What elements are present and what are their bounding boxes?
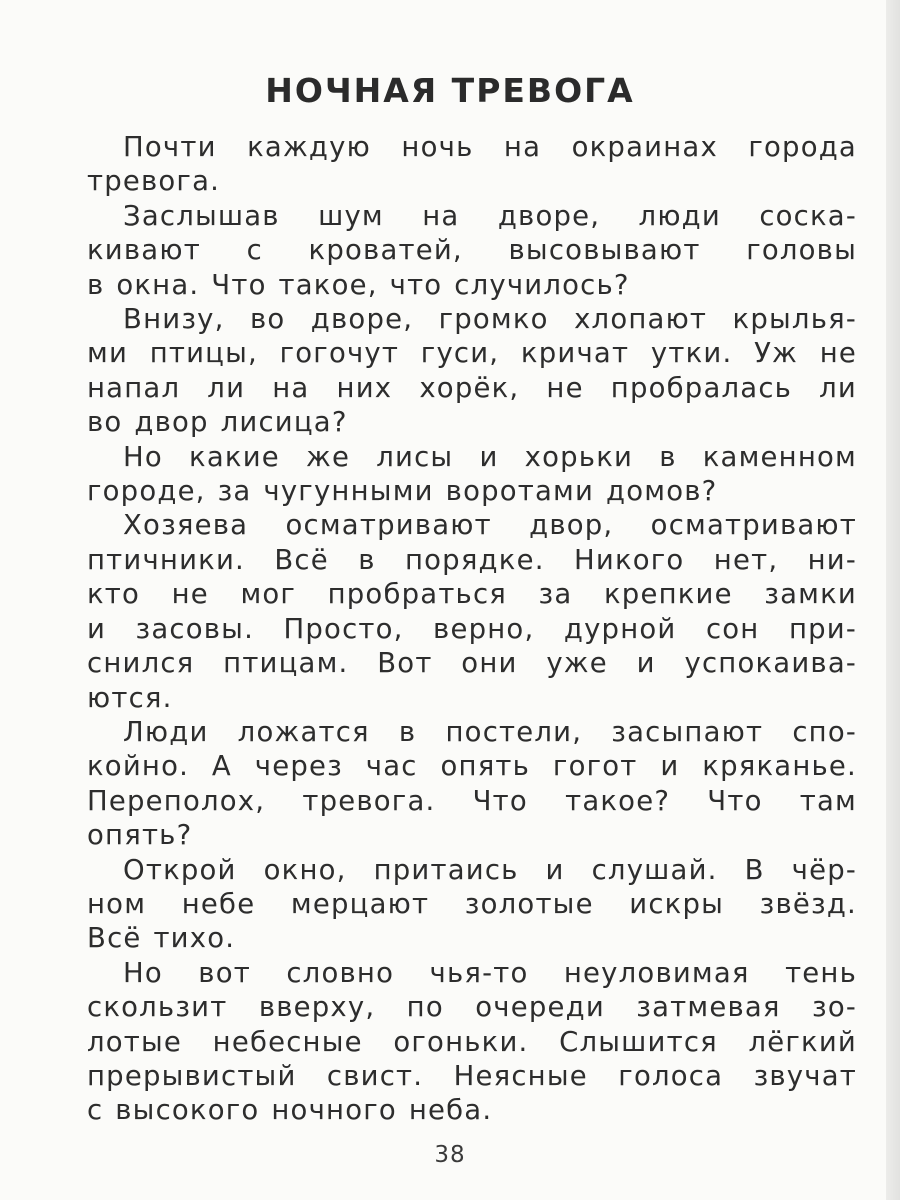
text-line: птичники. Всё в порядке. Никого нет, ни-: [87, 543, 857, 576]
page-edge-shadow: [886, 0, 900, 1200]
text-line: тревога.: [87, 165, 221, 198]
text-line: скользит вверху, по очереди затмевая зо-: [87, 991, 857, 1024]
text-line: ми птицы, гогочут гуси, кричат утки. Уж не: [87, 337, 857, 370]
text-line: во двор лисица?: [87, 406, 348, 439]
text-line: Хозяева осматривают двор, осматривают: [123, 509, 857, 542]
text-line: прерывистый свист. Неясные голоса звучат: [87, 1059, 857, 1092]
text-line: напал ли на них хорёк, не пробралась ли: [87, 371, 857, 404]
text-line: койно. А через час опять гогот и кряканье.: [87, 750, 857, 783]
text-line: снился птицам. Вот они уже и успокаива-: [87, 647, 857, 680]
text-line: Переполох, тревога. Что такое? Что там: [87, 784, 857, 817]
text-line: Почти каждую ночь на окраинах города: [123, 131, 857, 163]
text-line: Люди ложатся в постели, засыпают спо-: [123, 715, 857, 748]
text-line: кивают с кроватей, высовывают головы: [87, 234, 857, 267]
page-number: 38: [434, 1142, 466, 1168]
story-text: [87, 130, 857, 1128]
text-line: Всё тихо.: [87, 922, 236, 955]
text-line: кто не мог пробраться за крепкие замки: [87, 578, 857, 611]
text-line: Открой окно, притаись и слушай. В чёр-: [123, 853, 857, 886]
text-line: Внизу, во дворе, громко хлопают крылья-: [123, 303, 857, 336]
text-line: с высокого ночного неба.: [87, 1094, 493, 1127]
text-line: Заслышав шум на дворе, люди соска-: [123, 199, 857, 232]
text-line: городе, за чугунными воротами домов?: [87, 475, 718, 508]
text-line: ном небе мерцают золотые искры звёзд.: [87, 887, 857, 920]
text-line: и засовы. Просто, верно, дурной сон при-: [87, 612, 857, 645]
text-line: лотые небесные огоньки. Слышится лёгкий: [87, 1025, 857, 1058]
page-title: НОЧНАЯ ТРЕВОГА: [265, 71, 635, 110]
text-line: в окна. Что такое, что случилось?: [87, 268, 630, 301]
text-line: Но вот словно чья-то неуловимая тень: [123, 956, 857, 989]
text-line: ются.: [87, 681, 173, 714]
text-line: Но какие же лисы и хорьки в каменном: [123, 440, 857, 473]
text-line: опять?: [87, 819, 193, 852]
